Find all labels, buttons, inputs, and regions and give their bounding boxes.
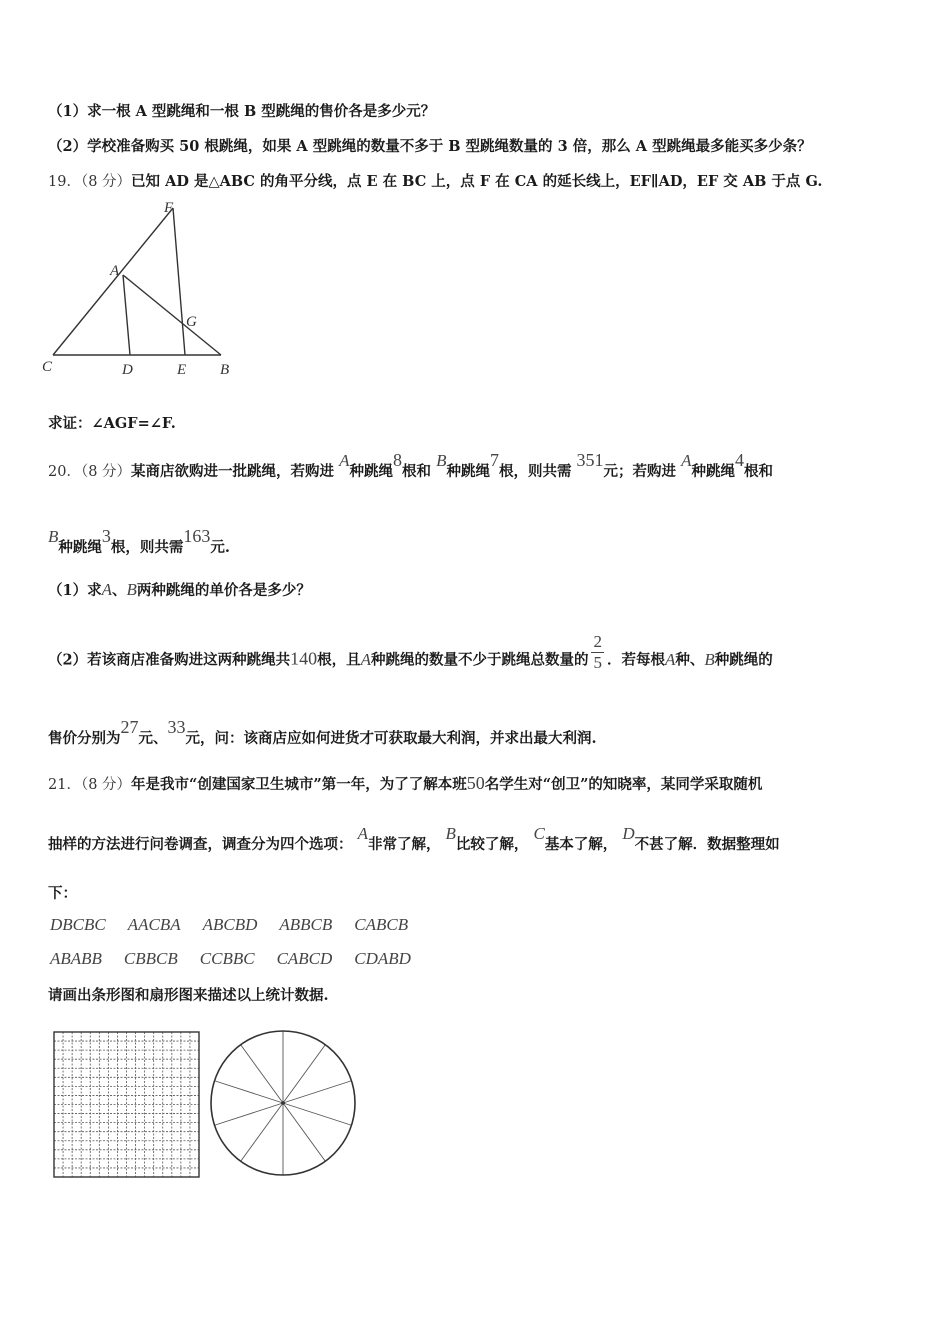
data-cell: AACBA [127, 915, 181, 934]
segment-AD [123, 275, 130, 355]
q20-line2: B种跳绳3根，则共需163元. [48, 526, 230, 556]
segment-CF [53, 208, 173, 355]
q19-statement [48, 172, 822, 192]
label-F: F [164, 200, 174, 216]
data-cell: CABCB [354, 915, 409, 934]
label-A: A [110, 263, 120, 279]
sector-spoke [241, 1103, 283, 1161]
label-G: G [186, 314, 197, 330]
q21-line2: 抽样的方法进行问卷调查，调查分为四个选项： A非常了解， B比较了解， C基本了解， D不甚了解．数据整理如 [48, 824, 780, 853]
q21-instruction: 请画出条形图和扇形图来描述以上统计数据. [48, 987, 329, 1004]
data-row-1 [50, 915, 430, 935]
label-D: D [122, 362, 133, 378]
q20-line-sell: 售价分别为27元、33元，问：该商店应如何进货才可获取最大利润，并求出最大利润. [48, 717, 597, 747]
data-cell: ABBCB [279, 915, 333, 934]
q19-number: 19． [48, 174, 81, 190]
sector-spoke [241, 1045, 283, 1103]
sector-spoke [283, 1081, 351, 1103]
blank-grid [53, 1031, 201, 1179]
label-B: B [220, 362, 230, 378]
data-cell: CBBCB [123, 949, 178, 968]
q20-sub1: （1）求A、B两种跳绳的单价各是多少？ [48, 580, 311, 599]
q21-line3: 下： [48, 885, 77, 902]
data-cell: DBCBC [50, 915, 106, 934]
q18-sub1: （1）求一根 A 型跳绳和一根 B 型跳绳的售价各是多少元？ [48, 103, 436, 120]
sector-spoke [215, 1081, 283, 1103]
q18-sub2: （2）学校准备购买 50 根跳绳，如果 A 型跳绳的数量不多于 B 型跳绳数量的 3 倍，那么 A 型跳绳最多能买多少条？ [48, 138, 812, 155]
q21-line1: 21．（8 分）年是我市“创建国家卫生城市”第一年，为了了解本班50名学生对“创卫”的知晓率，某同学采取随机 [48, 773, 763, 793]
segment-AB [123, 275, 221, 355]
label-C: C [42, 359, 53, 375]
sector-spoke [215, 1103, 283, 1125]
data-cell: CDABD [354, 949, 411, 968]
q20-sub2: （2）若该商店准备购进这两种跳绳共140根，且A种跳绳的数量不少于跳绳总数量的 $\frac{2}{5}$ ．若每根A种、B种跳绳的 [48, 632, 773, 672]
q19-text: 已知 AD 是△ABC 的角平分线，点 E 在 BC 上，点 F 在 CA 的延长线上，EF∥AD，EF 交 AB 于点 G. [131, 173, 823, 190]
q19-score: （8 分） [80, 174, 132, 190]
data-row-2 [50, 949, 433, 969]
segment-FE [173, 208, 185, 355]
data-cell: CCBBC [199, 949, 255, 968]
q19-prove: 求证：∠AGF=∠F. [48, 415, 176, 432]
label-E: E [177, 362, 187, 378]
data-cell: CABCD [276, 949, 333, 968]
q19-triangle-figure [40, 195, 260, 385]
data-cell: ABCBD [202, 915, 258, 934]
blank-sector-circle [208, 1028, 358, 1178]
q20-line1: 20．（8 分）某商店欲购进一批跳绳，若购进 A种跳绳8根和 B种跳绳7根，则共需 351元；若购进 A种跳绳4根和 [48, 450, 773, 480]
sector-spoke [283, 1045, 325, 1103]
fraction-two-fifths: $\frac{2}{5}$ [593, 632, 602, 672]
sector-spoke [283, 1103, 325, 1161]
data-cell: ABABB [50, 949, 102, 968]
sector-spoke [283, 1103, 351, 1125]
